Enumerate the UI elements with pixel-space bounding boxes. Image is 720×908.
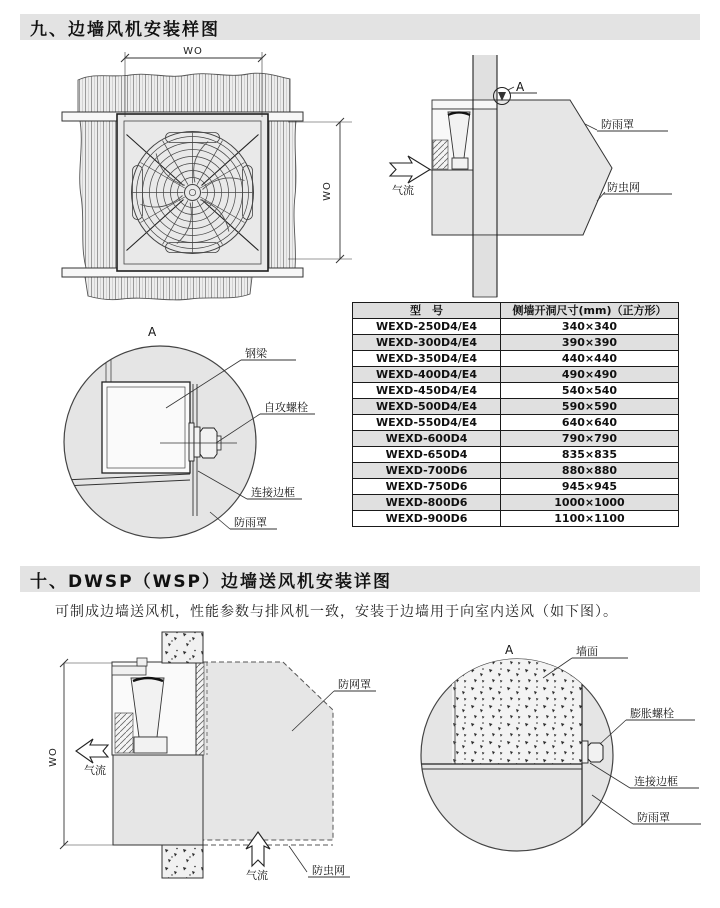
- connecting-frame-label-2: 连接边框: [634, 775, 678, 788]
- self-tapping-bolt-label: 自攻螺栓: [264, 401, 308, 414]
- wall-column-bottom: [473, 235, 497, 297]
- model-cell: WEXD-600D4: [353, 431, 501, 447]
- insect-screen-label: 防虫网: [607, 181, 640, 194]
- mounting-plate: [432, 100, 497, 109]
- table-row: [353, 511, 679, 527]
- concrete-block-top: [162, 632, 203, 663]
- section10-description: 可制成边墙送风机，性能参数与排风机一致，安装于边墙用于向室内送风（如下图）。: [55, 604, 618, 620]
- section9-header-bar: [20, 14, 700, 40]
- table-row: [353, 463, 679, 479]
- airflow-arrow: [390, 156, 430, 197]
- supply-fan-side-view: [30, 628, 395, 903]
- side-view-diagram: [380, 46, 700, 306]
- wall-surface-label: 墙面: [576, 645, 598, 658]
- expansion-bolt-shape: [582, 741, 603, 763]
- model-cell: WEXD-750D6: [353, 479, 501, 495]
- table-row: [353, 479, 679, 495]
- model-header: 型 号: [353, 303, 501, 319]
- size-cell: 835×835: [501, 447, 679, 463]
- dim-height: [288, 118, 352, 263]
- dim-height-label: WO: [48, 747, 59, 767]
- steel-beam-label: 钢梁: [245, 347, 267, 360]
- detail-a-diagram: [40, 318, 350, 563]
- detail-a-callout-2: A: [505, 643, 514, 657]
- expansion-bolt-label: 膨胀螺栓: [630, 707, 674, 720]
- table-row: [353, 447, 679, 463]
- model-cell: WEXD-800D6: [353, 495, 501, 511]
- section10-title: 十、DWSP（WSP）边墙送风机安装详图: [30, 571, 393, 592]
- size-cell: 440×440: [501, 351, 679, 367]
- table-row: [353, 319, 679, 335]
- airflow-in-arrow: [76, 739, 108, 777]
- rain-hood-shape: [473, 100, 612, 235]
- size-cell: 490×490: [501, 367, 679, 383]
- size-cell: 590×590: [501, 399, 679, 415]
- section9-title: 九、边墙风机安装样图: [30, 19, 220, 40]
- table-row: [353, 367, 679, 383]
- table-header-row: [353, 303, 679, 319]
- model-cell: WEXD-300D4/E4: [353, 335, 501, 351]
- rain-hood-label: 防雨罩: [601, 118, 634, 131]
- size-cell: 1100×1100: [501, 511, 679, 527]
- section10-header-bar: [20, 566, 700, 592]
- front-view-diagram: [0, 40, 370, 310]
- lower-housing: [113, 755, 203, 845]
- size-cell: 340×340: [501, 319, 679, 335]
- steel-beam-section: [102, 382, 190, 473]
- size-table: [352, 302, 679, 527]
- airflow-label: 气流: [392, 184, 414, 197]
- net-cover-shape: [203, 662, 333, 840]
- size-cell: 640×640: [501, 415, 679, 431]
- callout-a-label: A: [516, 80, 525, 94]
- model-cell: WEXD-400D4/E4: [353, 367, 501, 383]
- model-cell: WEXD-450D4/E4: [353, 383, 501, 399]
- size-cell: 390×390: [501, 335, 679, 351]
- rain-hood-label-2: 防雨罩: [637, 811, 670, 824]
- table-row: [353, 399, 679, 415]
- model-cell: WEXD-350D4/E4: [353, 351, 501, 367]
- lower-housing: [432, 170, 473, 235]
- model-cell: WEXD-900D6: [353, 511, 501, 527]
- size-cell: 540×540: [501, 383, 679, 399]
- wall-column-top: [473, 55, 497, 100]
- expansion-bolt-callout: [600, 706, 695, 744]
- wall-surface-area: [452, 658, 582, 764]
- insect-screen-callout: [597, 180, 672, 201]
- model-cell: WEXD-500D4/E4: [353, 399, 501, 415]
- size-cell: 790×790: [501, 431, 679, 447]
- dim-width-label: WO: [183, 46, 203, 57]
- rain-hood-callout-2: [592, 795, 701, 824]
- size-header: 侧墙开洞尺寸(mm)（正方形）: [501, 303, 679, 319]
- dim-height-label: WO: [322, 181, 333, 201]
- insect-screen-callout: [289, 846, 350, 877]
- concrete-block-bottom: [162, 845, 203, 878]
- size-cell: 1000×1000: [501, 495, 679, 511]
- table-row: [353, 383, 679, 399]
- net-cover-label: 防网罩: [338, 678, 371, 691]
- table-row: [353, 335, 679, 351]
- connecting-frame-label: 连接边框: [251, 486, 295, 499]
- model-cell: WEXD-250D4/E4: [353, 319, 501, 335]
- size-cell: 945×945: [501, 479, 679, 495]
- model-cell: WEXD-550D4/E4: [353, 415, 501, 431]
- detail-a-callout: A: [148, 325, 157, 339]
- airflow-in-label: 气流: [84, 764, 106, 777]
- size-cell: 880×880: [501, 463, 679, 479]
- detail-a-diagram-2: [415, 633, 715, 883]
- rain-hood-callout: [585, 118, 668, 131]
- insect-screen-label: 防虫网: [312, 864, 345, 877]
- table-row: [353, 431, 679, 447]
- wall-mesh-strip: [196, 662, 204, 755]
- airflow-out-label: 气流: [246, 869, 268, 882]
- table-row: [353, 415, 679, 431]
- table-row: [353, 351, 679, 367]
- table-row: [353, 495, 679, 511]
- rain-hood-detail-label: 防雨罩: [234, 516, 267, 529]
- model-cell: WEXD-650D4: [353, 447, 501, 463]
- model-cell: WEXD-700D6: [353, 463, 501, 479]
